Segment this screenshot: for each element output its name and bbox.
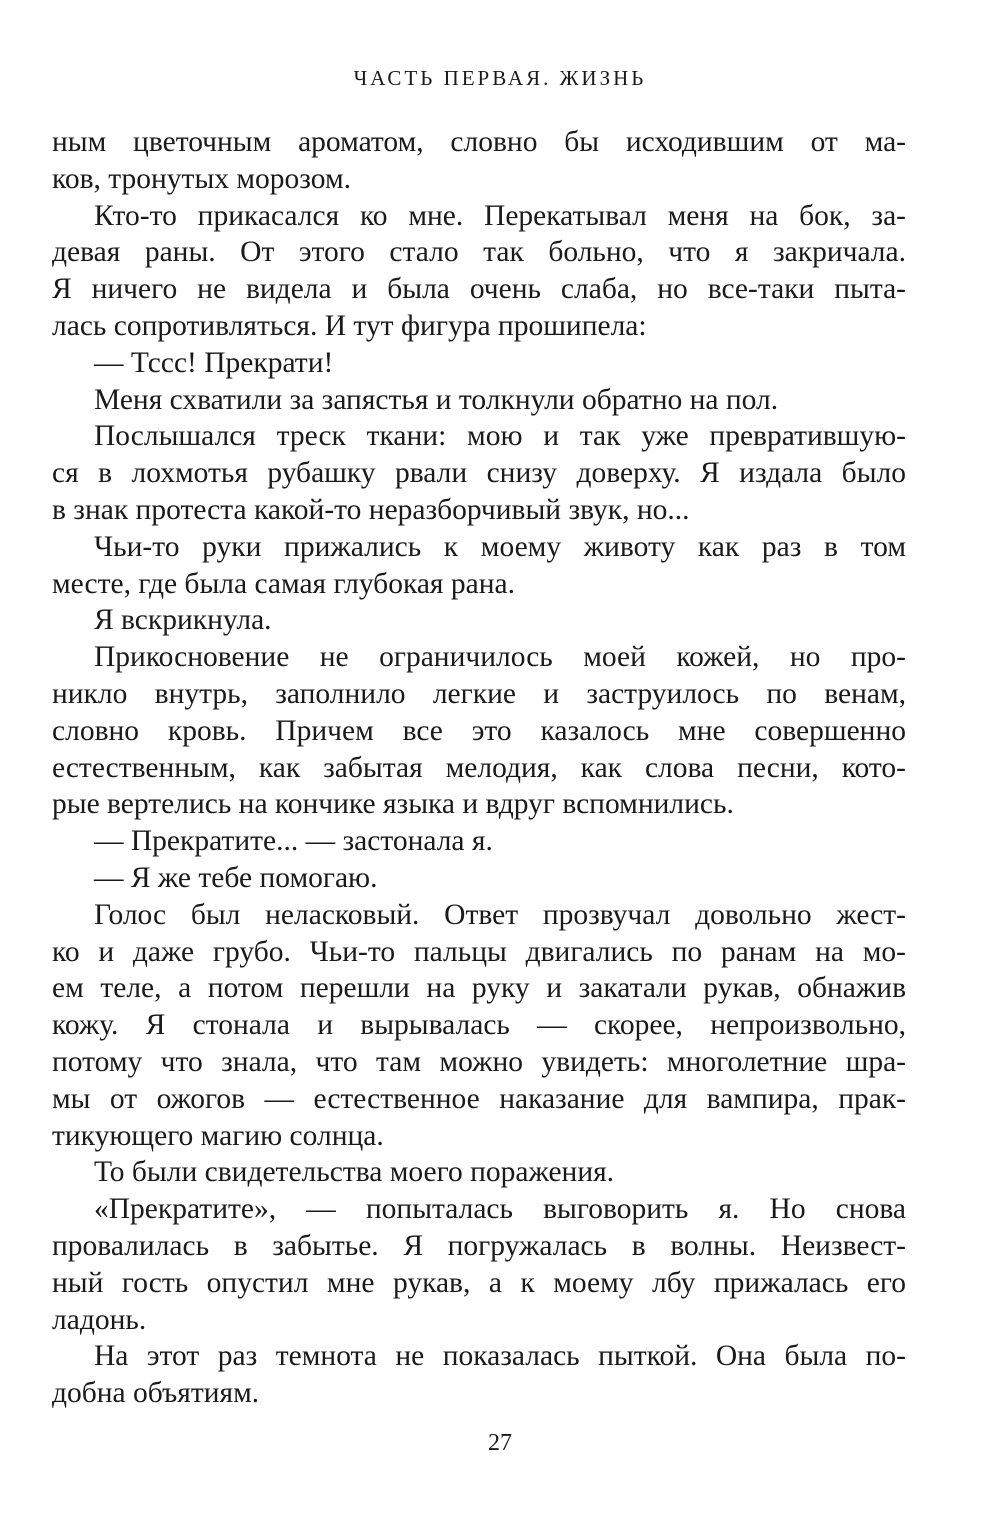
text-line: ный гость опустил мне рукав, а к моему лбу прижалась его	[52, 1266, 906, 1299]
page-number: 27	[488, 1430, 512, 1456]
text-line: девая раны. От этого стало так больно, что я закричала.	[52, 236, 906, 269]
text-line: никло внутрь, заполнило легкие и заструилось по венам,	[52, 677, 906, 710]
text-line: Чьи-то руки прижались к моему животу как раз в том	[94, 530, 906, 563]
body-text	[52, 124, 906, 1412]
text-line: Голос был неласковый. Ответ прозвучал довольно жест-	[94, 898, 906, 931]
text-line: Кто-то прикасался ко мне. Перекатывал меня на бок, за-	[94, 199, 906, 232]
text-line: Меня схватили за запястья и толкнули обратно на пол.	[94, 383, 779, 416]
text-line: мы от ожогов — естественное наказание для вампира, прак-	[52, 1082, 906, 1115]
text-line: словно кровь. Причем все это казалось мне совершенно	[52, 714, 906, 747]
text-line: Послышался треск ткани: мою и так уже превратившую-	[94, 420, 906, 453]
text-line: Прикосновение не ограничилось моей кожей, но про-	[94, 641, 906, 674]
text-line: ков, тронутых морозом.	[52, 162, 352, 195]
text-line: То были свидетельства моего поражения.	[94, 1156, 615, 1189]
running-head: ЧАСТЬ ПЕРВАЯ. ЖИЗНЬ	[353, 66, 647, 90]
text-line: потому что знала, что там можно увидеть: многолетние шра-	[52, 1045, 906, 1078]
text-line: — Прекратите... — застонала я.	[94, 825, 493, 858]
text-line: ко и даже грубо. Чьи-то пальцы двигались по ранам на мо-	[52, 935, 906, 968]
text-line: в знак протеста какой-то неразборчивый звук, но...	[52, 493, 690, 526]
text-line: ладонь.	[52, 1303, 147, 1336]
text-line: ся в лохмотья рубашку рвали снизу доверху. Я издала было	[52, 457, 906, 490]
text-line: провалилась в забытье. Я погружалась в волны. Неизвест-	[52, 1229, 906, 1262]
text-line: тикующего магию солнца.	[52, 1119, 384, 1152]
text-line: ем теле, а потом перешли на руку и закатали рукав, обнажив	[52, 972, 906, 1005]
text-line: добна объятиям.	[52, 1377, 260, 1410]
text-line: — Я же тебе помогаю.	[94, 861, 378, 894]
text-line: ным цветочным ароматом, словно бы исходившим от ма-	[52, 126, 906, 158]
text-line: На этот раз темнота не показалась пыткой. Она была по-	[94, 1340, 906, 1373]
text-line: Я вскрикнула.	[94, 604, 272, 637]
text-line: — Тссс! Прекрати!	[94, 346, 334, 379]
text-line: естественным, как забытая мелодия, как слова песни, кото-	[52, 751, 906, 784]
text-line: месте, где была самая глубокая рана.	[52, 567, 515, 600]
text-line: Я ничего не видела и была очень слаба, но все-таки пыта-	[52, 273, 906, 306]
text-line: рые вертелись на кончике языка и вдруг вспомнились.	[52, 788, 734, 821]
text-line: лась сопротивляться. И тут фигура прошипела:	[52, 309, 647, 342]
text-line: кожу. Я стонала и вырывалась — скорее, непроизвольно,	[52, 1009, 906, 1042]
text-line: «Прекратите», — попыталась выговорить я. Но снова	[94, 1193, 906, 1226]
